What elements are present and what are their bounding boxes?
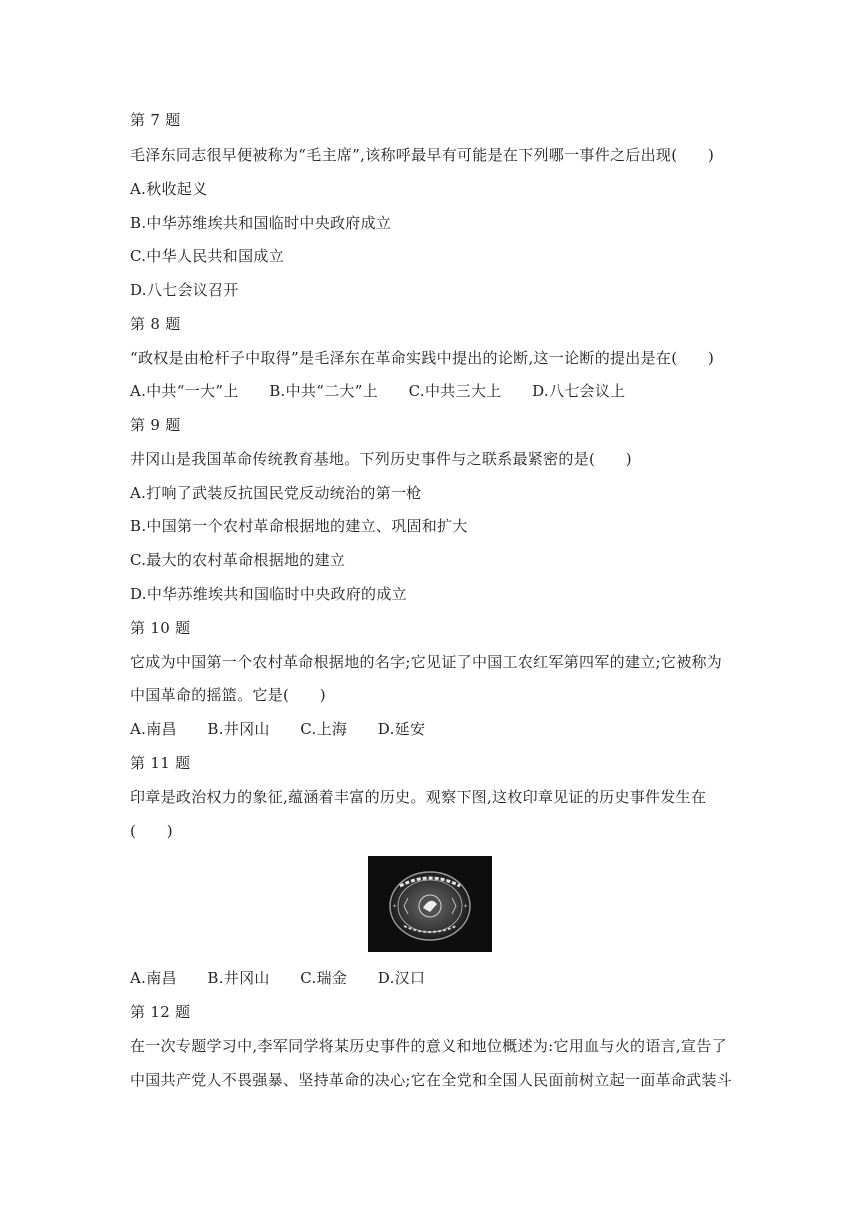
question-8-stem: “政权是由枪杆子中取得”是毛泽东在革命实践中提出的论断,这一论断的提出是在( ) — [130, 349, 715, 367]
question-12-label: 第 12 题 — [130, 1003, 191, 1021]
question-12-stem-line-2: 中国共产党人不畏强暴、坚持革命的决心;它在全党和全国人民面前树立起一面革命武装斗 — [130, 1071, 733, 1089]
question-7-option-a: A.秋收起义 — [130, 180, 208, 198]
question-11-options: A.南昌 B.井冈山 C.瑞金 D.汉口 — [130, 969, 426, 987]
question-11-label: 第 11 题 — [130, 754, 191, 772]
question-12-stem-line-1: 在一次专题学习中,李军同学将某历史事件的意义和地位概述为:它用血与火的语言,宣告了 — [130, 1037, 727, 1055]
question-10-stem-line-2: 中国革命的摇篮。它是( ) — [130, 686, 326, 704]
question-9-label: 第 9 题 — [130, 416, 181, 434]
question-9-option-c: C.最大的农村革命根据地的建立 — [130, 551, 346, 569]
seal-stamp-photo-icon — [368, 856, 492, 952]
question-11-stem-line-1: 印章是政治权力的象征,蕴涵着丰富的历史。观察下图,这枚印章见证的历史事件发生在 — [130, 788, 707, 806]
question-9-stem: 井冈山是我国革命传统教育基地。下列历史事件与之联系最紧密的是( ) — [130, 450, 632, 468]
question-9-option-b: B.中国第一个农村革命根据地的建立、巩固和扩大 — [130, 517, 468, 535]
svg-text:✦: ✦ — [392, 903, 398, 910]
question-11-stem-line-2: ( ) — [130, 822, 173, 840]
question-7-option-d: D.八七会议召开 — [130, 281, 239, 299]
question-10-label: 第 10 题 — [130, 619, 191, 637]
svg-text:✦: ✦ — [463, 903, 469, 910]
question-7-label: 第 7 题 — [130, 111, 181, 129]
question-7-option-c: C.中华人民共和国成立 — [130, 247, 285, 265]
question-9-option-d: D.中华苏维埃共和国临时中央政府的成立 — [130, 585, 407, 603]
question-9-option-a: A.打响了武装反抗国民党反动统治的第一枪 — [130, 484, 422, 502]
question-8-label: 第 8 题 — [130, 315, 181, 333]
question-7-stem: 毛泽东同志很早便被称为“毛主席”,该称呼最早有可能是在下列哪一事件之后出现( ) — [130, 146, 715, 164]
question-7-option-b: B.中华苏维埃共和国临时中央政府成立 — [130, 214, 392, 232]
question-10-options: A.南昌 B.井冈山 C.上海 D.延安 — [130, 720, 426, 738]
seal-image — [368, 856, 492, 952]
question-8-options: A.中共“一大”上 B.中共“二大”上 C.中共三大上 D.八七会议上 — [130, 382, 626, 400]
question-10-stem-line-1: 它成为中国第一个农村革命根据地的名字;它见证了中国工农红军第四军的建立;它被称为 — [130, 653, 723, 671]
